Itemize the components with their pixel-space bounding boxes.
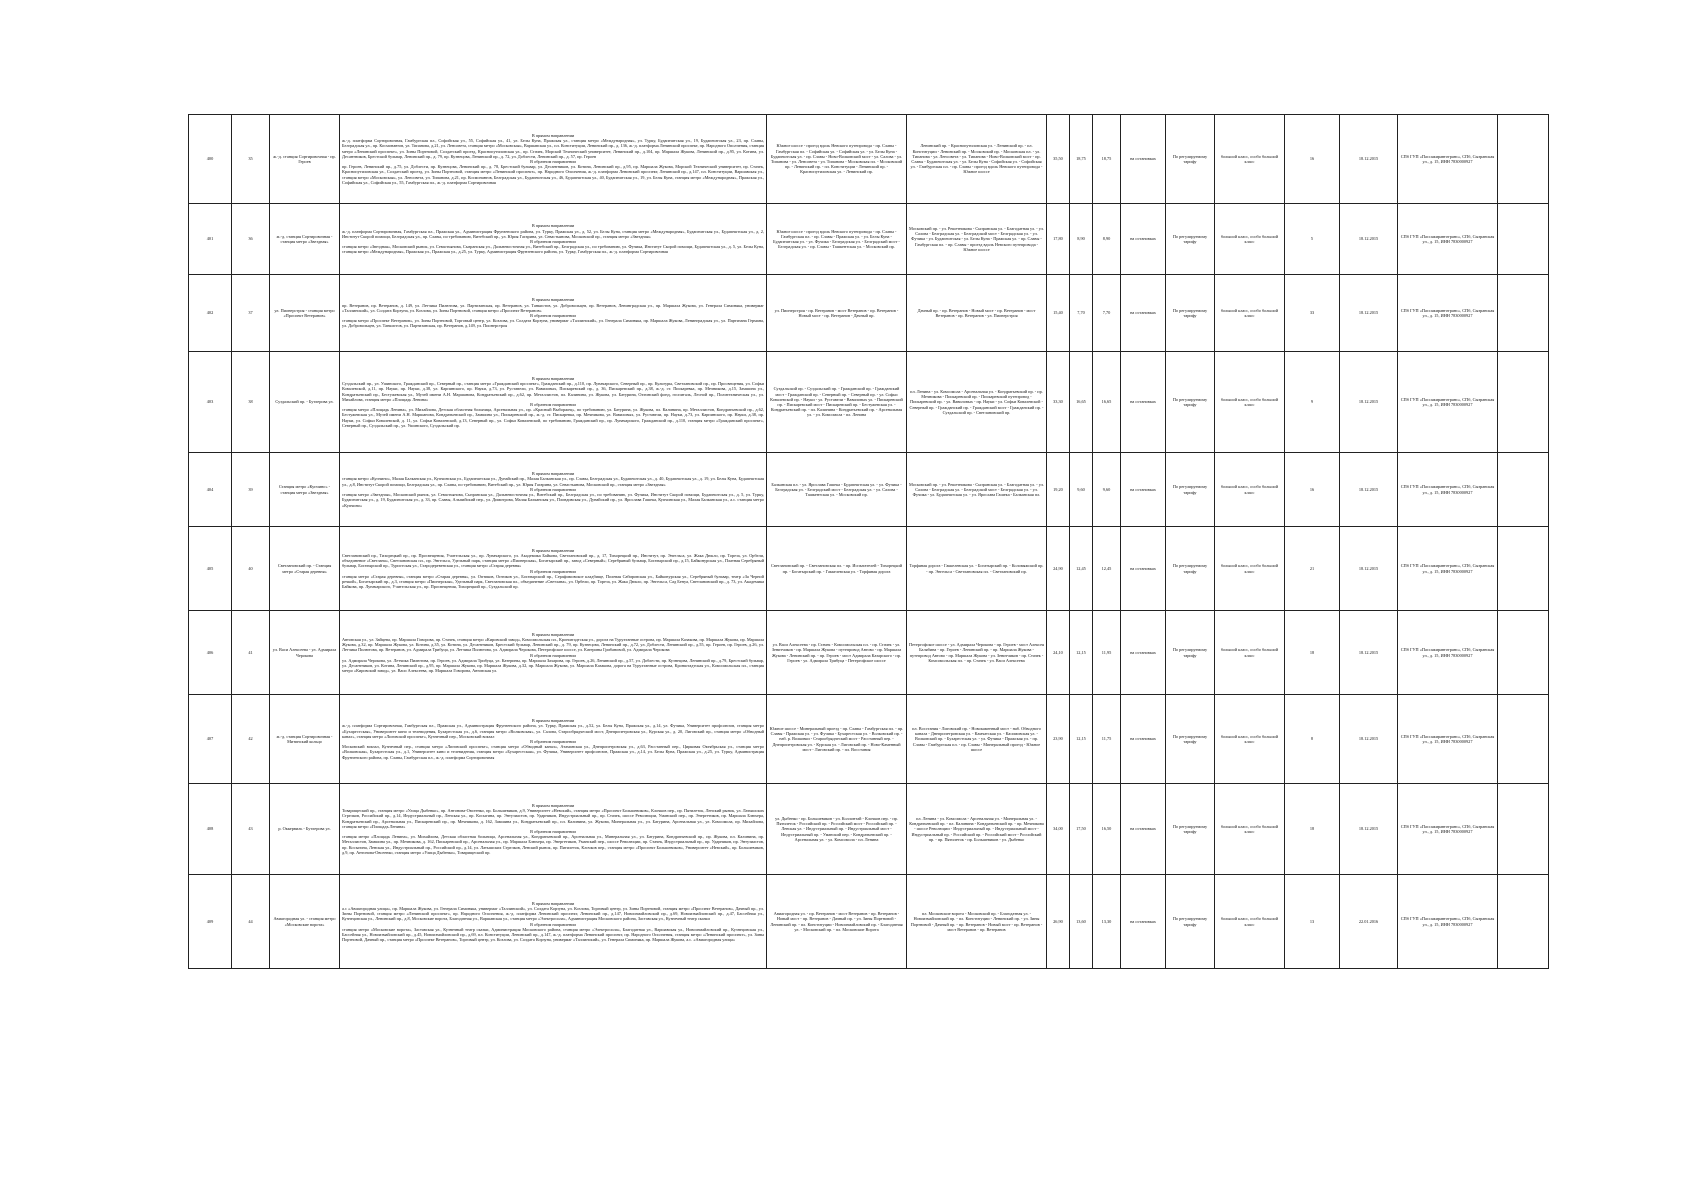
backward-label: В обратном направлении: [530, 921, 576, 927]
forward-stops: ж.-д. платформа Сортировочная, Гамбургская пл., Пражская ул., Администрация Фрунзенского района, ул. Турку, Пражская ул., д. 52, ул. Белы Куна, станция метро «Международная», Будапештская ул., Будапештская ул., д. 2, Институт Скорой помощи, Белградская ул., пр. Славы, по требованию, Витебский пр., ул. Юрия Гагарина, ул. Севастьянова, Московский пр., станция метро «Звездная»: [342, 228, 764, 239]
length-total-cell: 17,80: [1047, 204, 1070, 275]
stop-mode-cell: на остановках: [1121, 611, 1166, 695]
start-date-cell: 22.01.2016: [1340, 875, 1398, 969]
tariff-cell: По регулируемому тарифу: [1166, 875, 1215, 969]
empty-cell: [1498, 875, 1549, 969]
length-backward-cell: 11,75: [1093, 695, 1121, 784]
forward-label: В прямом направлении: [531, 132, 575, 138]
forward-label: В прямом направлении: [531, 547, 575, 553]
carrier-cell: СПб ГУП «Пассажиравтотранс», СПб, Сызранская ул., д. 15, ИНН 7830000927: [1398, 453, 1498, 527]
vehicle-count-cell: 5: [1285, 204, 1340, 275]
table-row: [189, 784, 1549, 875]
path-forward-cell: Южное шоссе - проезд вдоль Невского путепровода - пр. Славы - Гамбургская пл. - Софийская ул. - Софийская ул. - ул. Белы Куна - Будапештская ул. - пр. Славы - Ново-Волковский мост - ул. Салова - ул. Типанова - ул. Ленсовета - ул. Типанова - Московская пл. - Московский пр. - Ленинский пр. - пл. Конституции - Ленинский пр. - Краснопутиловская ул. - Ленинский пр.: [767, 115, 907, 204]
vehicle-count-cell: 21: [1285, 527, 1340, 611]
route-name-cell: Авиагородная ул. - станция метро «Московские ворота»: [270, 875, 340, 969]
length-forward-cell: 17,50: [1070, 784, 1093, 875]
path-forward-cell: Южное шоссе - проезд вдоль Невского путепровода - пр. Славы - Гамбургская пл. - пр. Славы - Пражская ул. - ул. Белы Куна - Будапештская ул. - ул. Фучика - Белградская ул. - Белградский мост - Белградская ул. - пр. Славы - Ташкентская ул. - Московский пр.: [767, 204, 907, 275]
carrier-cell: СПб ГУП «Пассажиравтотранс», СПб, Сызранская ул., д. 15, ИНН 7830000927: [1398, 695, 1498, 784]
backward-stops: станция метро «Старая деревня», станция метро «Старая деревня», ул. Оптиков, Оптиков ул., Богатырский пр., Серафимовское кладбище, Полевая Сабировская ул., Байконурская ул., Серебряный бульвар, театр «За Черной речкой», Богатырский пр., д.3, станция метро «Пионерская», Удельный парк, Светлановская пл., объединение «Светлана», ул. Орбели, пр. Тореза, ул. Жака Дюкло, пр. Энгельса, Сад Бенуа, Светлановский пр., д. 73, ул. Академика Байкова, пр. Луначарского, Учительская ул., пр. Просвещения, Тихорецкий пр., Суздальский пр.: [342, 573, 764, 590]
backward-label: В обратном направлении: [530, 568, 576, 574]
empty-cell: [1498, 352, 1549, 453]
empty-cell: [1498, 204, 1549, 275]
length-forward-cell: 8,90: [1070, 204, 1093, 275]
path-forward-cell: Суздальский пр. - Суздальский пр. - Гражданский пр. - Гражданский мост - Гражданский пр. - Северный пр. - Северный пр. - ул. Софьи Ковалевской пр. - Науки - ул. Руставели - Вавиловых ул. - Пискаревский пр. - Пискаревский мост - Пискаревский пр. - Бестужевская ул. - Кондратьевский пр. - пл. Калинина - Кондратьевский пр. - Арсенальная ул. - ул. Комсомола - пл. Ленина: [767, 352, 907, 453]
route-number-cell: 39: [232, 453, 270, 527]
route-number-cell: 40: [232, 527, 270, 611]
stops-cell: [340, 875, 767, 969]
start-date-cell: 18.12.2015: [1340, 204, 1398, 275]
vehicle-count-cell: 16: [1285, 115, 1340, 204]
path-backward-cell: пл. Ленина - ул. Комсомола - Арсенальная ул. - Минеральная ул. - Кондратьевский пр. - пл. Калинина - Кондратьевский пр. - пр. Мечникова - шоссе Революции - Индустриальный пр. - Индустриальный мост - Индустриальный пр. - Российский пр. - Российский мост - Российский пр. - пр. Пятилеток - пр. Большевиков - ул. Дыбенко: [907, 784, 1047, 875]
bus-class-cell: большой класс, особо большой класс: [1215, 275, 1285, 352]
backward-label: В обратном направлении: [530, 739, 576, 744]
forward-label: В прямом направлении: [531, 375, 575, 381]
path-backward-cell: Московский пр. - ул. Решетникова - Сызранская ул. - Благодатная ул. - ул. Салова - Белградская ул. - Белградский мост - Белградская ул. - ул. Фучика - ул. Будапештская - ул. Белы Куна - Пражская ул. - пр. Славы - Гамбургская пл. - пр. Славы - проезд вдоль Невского путепровода - Южное шоссе: [907, 204, 1047, 275]
stop-mode-cell: на остановках: [1121, 784, 1166, 875]
route-name-cell: ж.-д. станция Сортировочная - Митинский кольцо: [270, 695, 340, 784]
start-date-cell: 18.12.2015: [1340, 453, 1398, 527]
length-backward-cell: 12,45: [1093, 527, 1121, 611]
length-forward-cell: 12,15: [1070, 695, 1093, 784]
backward-label: В обратном направлении: [530, 313, 576, 318]
route-name-cell: ж.-д. станция Сортировочная - пр. Героев: [270, 115, 340, 204]
forward-stops: пр. Ветеранов, пр. Ветеранов, д. 149, ул. Летчика Пилютова, ул. Партизанская, пр. Ветеранов, ул. Танкистов, ул. Добровольцев, пр. Ветеранов, Ленинградская ул., пр. Маршала Жукова, ул. Генерала Симоняка, универмаг «Таллинский», ул. Солдата Корзуна, ул. Козлова, ул. Зины Портновой, станция метро «Проспект Ветеранов»: [342, 302, 764, 313]
tariff-cell: По регулируемому тарифу: [1166, 695, 1215, 784]
stop-mode-cell: на остановках: [1121, 352, 1166, 453]
registry-number-cell: 402: [189, 275, 232, 352]
backward-stops: станция метро «Площадь Ленина», ул. Михайлова, Детская областная больница, Арсенальная ул., пр. «Красный Выборжец», по требованию, ул. Батурина, ул. Жукова, пл. Калинина, пр. Металлистов, Кондратьевский пр., д.62, Бестужевская ул., Музей имени А.Н. Маршанова, Кондратьевский пр., Замшина ул., Пискаревский пр., ж.-д. ст. Пискаревка, пр. Мечникова, ул. Вавиловых, ул. Руставели, пр. Науки, д.73, ул. Карпинского, пр. Науки, д.38, пр. Науки, ул. Софьи Ковалевской, д. 11, ул. Софьи Ковалевской, д.13, Северный пр., ул. Софьи Ковалевской, по требованию, Гражданский пр., пр. Луначарского, Гражданский пр., д.110, станция метро «Гражданский проспект», Северный пр., Суздальский пр., ул. Ушинского, Суздальский пр.: [342, 407, 764, 428]
forward-label: В прямом направлении: [531, 223, 575, 229]
length-total-cell: 15,40: [1047, 275, 1070, 352]
length-backward-cell: 11,95: [1093, 611, 1121, 695]
backward-stops: станция метро «Площадь Ленина», ул. Михайлова, Детская областная больница, Арсенальная ул., Кондратьевский пр., Арсенальная ул., Минеральная ул., ул. Батурина, Кондратьевский пр., пр. Жукова, пл. Калинина, пр. Металлистов, Замшина ул., пр. Мечникова, д. 162, Пискаревский пр., Арсенальная ул., пр. Маршала Блюхера, пр. Энергетиков, Уманский пер., шоссе Революции, пр. Стачек, Индустриальный пр., пр. Ударников, пр. Энтузиастов, пр. Косыгина, Ленская ул., Индустриальный пр., Российский пр., д.14, ул. Латышских Стрелков, Ленский рынок, пр. Пятилеток, Клочков пер., станция метро «Проспект Большевиков», Университет «Невский», пр. Большевиков, д.9, пр. Антонова-Овсеенко, станция метро «Улица Дыбенко», Товарищеский пр.: [342, 834, 764, 855]
forward-stops: Товарищеский пр., станция метро «Улица Дыбенко», пр. Антонова-Овсеенко, пр. Большевиков, д.9, Университет «Невский», станция метро «Проспект Большевиков», Клочков пер., пр. Пятилеток, Ленский рынок, ул. Латышских Стрелков, Российский пр., д.14, Индустриальный пр., Ленская ул., пр. Косыгина, пр. Энтузиастов, пр. Ударников, Индустриальный пр., пр. Стачек, шоссе Революции, Уманский пер., пр. Энергетиков, пр. Маршала Блюхера, Кондратьевский пр., Арсенальная ул., Пискаревский пр., пр. Мечникова, д. 162, Замшина ул., Кондратьевский пр., пл. Калинина, ул. Жукова, Минеральная ул., ул. Батурина, Арсенальная ул., ул. Комсомола, пр. Михайлова, станция метро «Площадь Ленина»: [342, 808, 764, 829]
backward-stops: станция метро «Проспект Ветеранов», ул. Зины Портновой, Торговый центр, ул. Козлова, ул. Солдата Корзуна, универмаг «Таллинский», ул. Генерала Симоняка, пр. Маршала Жукова, Ленинградская ул., ул. Партизана Германа, ул. Добровольцев, ул. Танкистов, ул. Партизанская, пр. Ветеранов, д.149, ул. Пионерстроя: [342, 318, 764, 329]
table-row: [189, 352, 1549, 453]
vehicle-count-cell: 16: [1285, 453, 1340, 527]
tariff-cell: По регулируемому тарифу: [1166, 611, 1215, 695]
length-backward-cell: 13,30: [1093, 875, 1121, 969]
carrier-cell: СПб ГУП «Пассажиравтотранс», СПб, Сызранская ул., д. 15, ИНН 7830000927: [1398, 875, 1498, 969]
backward-label: В обратном направлении: [530, 829, 576, 834]
tariff-cell: По регулируемому тарифу: [1166, 784, 1215, 875]
route-name-cell: Светлановский пр. - Станция метро «Старая деревня»: [270, 527, 340, 611]
carrier-cell: СПб ГУП «Пассажиравтотранс», СПб, Сызранская ул., д. 15, ИНН 7830000927: [1398, 204, 1498, 275]
stops-cell: [340, 611, 767, 695]
bus-class-cell: большой класс, особо большой класс: [1215, 115, 1285, 204]
forward-label: В прямом направлении: [531, 900, 575, 906]
length-total-cell: 23,90: [1047, 695, 1070, 784]
bus-class-cell: большой класс, особо большой класс: [1215, 611, 1285, 695]
path-backward-cell: Торфяная дорога - Гаккелевская ул. - Богатырский пр. - Коломяжский пр. - пр. Энгельса - Светлановская пл. - Светлановский пр.: [907, 527, 1047, 611]
backward-stops: станция метро «Московские ворота», Заставская ул., Кузнечный театр сказки, Администрация Московского района, станция метро «Электросила», Благодатная ул., Варшавская ул., Новоизмайловский пр., Кузнецовская ул., Бассейная ул., Новоизмайловский пр., д.45, Новоизмайловский пр., д.69, пл. Конституции, Ленинский пр., д.147, ж.-д. платформа Ленинский проспект, пр. Народного Ополчения, станция метро «Ленинский проспект», ул. Зины Портновой, Дачный пр., станция метро «Проспект Ветеранов», Торговый центр, ул. Козлова, ул. Солдата Корзуна, универмаг «Таллинский», ул. Генерала Симоняка, пр. Маршала Жукова, а.с. «Авиагородная улица»: [342, 926, 764, 943]
vehicle-count-cell: 18: [1285, 784, 1340, 875]
length-backward-cell: 16,50: [1093, 784, 1121, 875]
bus-class-cell: большой класс, особо большой класс: [1215, 527, 1285, 611]
backward-label: В обратном направлении: [530, 239, 576, 244]
route-number-cell: 41: [232, 611, 270, 695]
stops-cell: [340, 115, 767, 204]
forward-stops: ж.-д. платформа Сортировочная, Гамбургская пл., Софийская ул., 55, Софийская ул., 41, ул. Белы Куна, Пражская ул., станция метро «Международная», ул. Турку, Будапештская ул., 19, Будапештская ул., 23, пр. Славы, Белградская ул., пр. Космонавтов, ул. Типанова, д.21, ул. Ленсовета, станция метро «Московская», Варшавская ул., пл. Конституции, Ленинский пр., д. 136, ж.-д. платформа Ленинский проспект, пр. Народного Ополчения, станция метро «Ленинский проспект», ул. Зины Портновой, Солдатский проезд, Краснопутиловская ул., пр. Стачек, Морской Технический университет, Ленинский пр., д.104, пр. Маршала Жукова, Ленинский пр., д.95, ул. Котина, ул. Десантников, Брестский бульвар, Ленинский пр., д. 79, пр. Кузнецова, Ленинский пр., д. 72, ул. Доблести, Ленинский пр., д. 57, пр. Героев: [342, 138, 764, 159]
backward-label: В обратном направлении: [530, 486, 576, 492]
forward-stops: Автовская ул., ул. Зайцева, пр. Маршала Говорова, пр. Стачек, станция метро «Кировский завод», Комсомольская пл., Кронштадтская ул., дорога на Турухтанные острова, пр. Маршала Казакова, пр. Маршала Жукова, пр. Маршала Жукова, д.32, пр. Маршала Жукова, ул. Котина, д.35, ул. Котина, ул. Десантников, Брестский бульвар, Ленинский пр., д. 79, пр. Кузнецова, Ленинский пр., д.72, ул. Доблести, Ленинский пр., д.55, пр. Героев, пр. Героев, д.26, ул. Летчика Пилютова, пр. Ветеранов, ул. Адмирала Трибуца, ул. Летчика Пилютова, ул. Адмирала Черокова, Петергофское шоссе, ул. Катерины Грибановой, ул. Адмирала Черокова: [342, 636, 764, 653]
length-total-cell: 35,50: [1047, 115, 1070, 204]
start-date-cell: 18.12.2015: [1340, 695, 1398, 784]
length-forward-cell: 7,70: [1070, 275, 1093, 352]
length-total-cell: 26,90: [1047, 875, 1070, 969]
forward-stops: а.с «Авиагородная улица», пр. Маршала Жукова, ул. Генерала Симоняка, универмаг «Таллинский», ул. Солдата Корзуна, ул. Козлова, Торговый центр, ул. Зины Портновой, станция метро «Проспект Ветеранов», Дачный пр., ул. Зины Портновой, станция метро «Ленинский проспект», пр. Народного Ополчения, ж.-д. платформа Ленинский проспект, Ленинский пр., д.147, Новоизмайловский пр., д.69, Новоизмайловский пр., д.47, Бассейная ул., Кузнецовская ул., Ленинский пр., д.8, Московские ворота, Благодатная ул., Варшавская ул., станция метро «Электросила», Администрация Московского района, Заставская ул., Кузнечный театр сказки: [342, 905, 764, 922]
registry-number-cell: 409: [189, 875, 232, 969]
bus-class-cell: большой класс, особо большой класс: [1215, 784, 1285, 875]
forward-stops: ж.-д. платформа Сортировочная, Гамбургская пл., Пражская ул., Администрация Фрунзенского района, ул. Турку, Пражская ул., д.52, ул. Белы Куна, Пражская ул., д.14, ул. Фучика, Университет профсоюзов, станция метро «Бухарестская», Университет кино и телевидения, Бухарестская ул., д.6, станция метро «Волковская», ул. Салова, Старообрядческий мост, Днепропетровская ул., Курская ул., д. 20, Лиговский пр., станция метро «Обводный канал», станция метро «Лиговский проспект», Кузнечный пер., Московский вокзал: [342, 723, 764, 739]
route-number-cell: 36: [232, 204, 270, 275]
empty-cell: [1498, 453, 1549, 527]
table-row: [189, 453, 1549, 527]
backward-label: В обратном направлении: [530, 652, 576, 658]
length-total-cell: 19,20: [1047, 453, 1070, 527]
carrier-cell: СПб ГУП «Пассажиравтотранс», СПб, Сызранская ул., д. 15, ИНН 7830000927: [1398, 352, 1498, 453]
length-backward-cell: 8,90: [1093, 204, 1121, 275]
route-number-cell: 38: [232, 352, 270, 453]
tariff-cell: По регулируемому тарифу: [1166, 204, 1215, 275]
stop-mode-cell: на остановках: [1121, 875, 1166, 969]
length-forward-cell: 12,15: [1070, 611, 1093, 695]
bus-class-cell: большой класс, особо большой класс: [1215, 453, 1285, 527]
route-number-cell: 44: [232, 875, 270, 969]
table-row: [189, 204, 1549, 275]
empty-cell: [1498, 115, 1549, 204]
forward-label: В прямом направлении: [531, 718, 575, 724]
empty-cell: [1498, 527, 1549, 611]
path-forward-cell: Авиагородная ул. - пр. Ветеранов - мост Ветеранов - пр. Ветеранов - Новый мост - пр. Ветеранов - Дачный пр. - ул. Зины Портновой - Ленинский пр. - пл. Конституции - Новоизмайловский пр. - Благодатная ул. - Московский пр. - пл. Московские Ворота: [767, 875, 907, 969]
stop-mode-cell: на остановках: [1121, 453, 1166, 527]
path-forward-cell: ул. Дыбенко - пр. Большевиков - ул. Коллонтай - Клочков пер. - пр. Пятилеток - Российский пр. - Российский мост - Российский пр. - Ленская ул. - Индустриальный пр. - Индустриальный мост - Индустриальный пр. - Уманский пер. - Кондратьевский пр. - Арсенальная ул. - ул. Комсомола - пл. Ленина: [767, 784, 907, 875]
backward-stops: ул. Адмирала Черокова, ул. Летчика Пилютова, пр. Героев, ул. Адмирала Трибуца, ул. Катерины, пр. Маршала Захарова, пр. Героев, д.26, Ленинский пр., д.57, ул. Доблести, пр. Кузнецова, Ленинский пр., д.79, Брестский бульвар, ул. Десантников, ул. Котина, Ленинский пр., д.95, пр. Маршала Жукова, пр. Маршала Жукова, д.32, пр. Маршала Жукова, ул. Маршала Казакова, дорога на Турухтанные острова, Кронштадтская ул., Комсомольская пл., станция метро «Кировский завод», ул. Васи Алексеева, пр. Маршала Говорова, Автовская ул.: [342, 657, 764, 674]
stops-cell: [340, 527, 767, 611]
route-name-cell: Станция метро «Купчино» - станция метро «Звездная»: [270, 453, 340, 527]
route-number-cell: 42: [232, 695, 270, 784]
vehicle-count-cell: 33: [1285, 275, 1340, 352]
path-forward-cell: Светлановский пр. - Светлановская пл. - пр. Испытателей - Тихорецкий пр. - Богатырский пр. - Гаккелевская ул. - Торфяная дорога: [767, 527, 907, 611]
stops-cell: [340, 204, 767, 275]
empty-cell: [1498, 784, 1549, 875]
vehicle-count-cell: 9: [1285, 352, 1340, 453]
forward-label: В прямом направлении: [531, 631, 575, 637]
routes-register-table: [188, 114, 1549, 969]
stop-mode-cell: на остановках: [1121, 275, 1166, 352]
stop-mode-cell: на остановках: [1121, 527, 1166, 611]
path-forward-cell: Южное шоссе - Минеральный проезд - пр. Славы - Гамбургская пл. - пр. Славы - Пражская ул. - ул. Фучика - Бухарестская ул. - Волковский пр. - наб. р. Волковки - Старообрядческий мост - Расстанный пер. - Днепропетровская ул. - Курская ул. - Лиговский пр. - Ново-Каменный мост - Лиговский пр. - пл. Восстания: [767, 695, 907, 784]
route-name-cell: Суздальский пр. - Бутлерова ул.: [270, 352, 340, 453]
table-row: [189, 527, 1549, 611]
registry-number-cell: 405: [189, 527, 232, 611]
table-row: [189, 275, 1549, 352]
path-backward-cell: пл. Ленина - ул. Комсомола - Арсенальная ул. - Кондратьевский пр. - пр. Мечникова - Пискаревский пр. - Пискаревский путепровод - Пискаревский пр. - ул. Вавиловых - пр. Науки - ул. Софьи Ковалевской - Северный пр. - Гражданский пр. - Гражданский мост - Гражданский пр. - Суздальский пр. - Светлановский пр.: [907, 352, 1047, 453]
start-date-cell: 18.12.2015: [1340, 611, 1398, 695]
length-forward-cell: 13,60: [1070, 875, 1093, 969]
table-row: [189, 875, 1549, 969]
registry-number-cell: 401: [189, 204, 232, 275]
bus-class-cell: большой класс, особо большой класс: [1215, 875, 1285, 969]
length-forward-cell: 12,45: [1070, 527, 1093, 611]
length-forward-cell: 18,75: [1070, 115, 1093, 204]
start-date-cell: 18.12.2015: [1340, 275, 1398, 352]
tariff-cell: По регулируемому тарифу: [1166, 453, 1215, 527]
length-backward-cell: 9,60: [1093, 453, 1121, 527]
empty-cell: [1498, 611, 1549, 695]
stop-mode-cell: на остановках: [1121, 204, 1166, 275]
stop-mode-cell: на остановках: [1121, 695, 1166, 784]
backward-stops: станция метро «Звездная», Московский рынок, ул. Севастьянова, Сызранская ул., Дальневосточная ул., Витебский пр., Белградская ул., по требованию, ул. Фучика, Институт Скорой помощи, Будапештская ул., д. 5, ул. Турку, Будапештская ул., д. 19, Будапештская ул., д. 33, пр. Славы, Альпийский пер., ул. Димитрова, Малая Балканская ул., Пловдивская ул., Дунайский пр., ул. Ярослава Гашека, Купчинская ул., Малая Балканская ул., а.с. станция метро «Купчино»: [342, 492, 764, 508]
carrier-cell: СПб ГУП «Пассажиравтотранс», СПб, Сызранская ул., д. 15, ИНН 7830000927: [1398, 611, 1498, 695]
table-row: [189, 695, 1549, 784]
route-name-cell: ул. Пионерстроя - станция метро «Проспект Ветеранов»: [270, 275, 340, 352]
stops-cell: [340, 784, 767, 875]
carrier-cell: СПб ГУП «Пассажиравтотранс», СПб, Сызранская ул., д. 15, ИНН 7830000927: [1398, 275, 1498, 352]
vehicle-count-cell: 18: [1285, 611, 1340, 695]
route-name-cell: ул. Васи Алексеева - ул. Адмирала Черокова: [270, 611, 340, 695]
tariff-cell: По регулируемому тарифу: [1166, 115, 1215, 204]
path-backward-cell: Петергофское шоссе - ул. Адмирала Черокова - пр. Героев - мост Алексея Балябина - пр. Героев - Ленинский пр. - пр. Маршала Жукова - путепровод Автово - пр. Маршала Жукова - ул. Зенитчиков - пр. Стачек - Комсомольская пл. - пр. Стачек - ул. Васи Алексеева: [907, 611, 1047, 695]
carrier-cell: СПб ГУП «Пассажиравтотранс», СПб, Сызранская ул., д. 15, ИНН 7830000927: [1398, 784, 1498, 875]
length-total-cell: 33,30: [1047, 352, 1070, 453]
route-number-cell: 43: [232, 784, 270, 875]
registry-number-cell: 406: [189, 611, 232, 695]
empty-cell: [1498, 275, 1549, 352]
route-name-cell: ж.-д. станция Сортировочная - станция метро «Звездная»: [270, 204, 340, 275]
route-number-cell: 35: [232, 115, 270, 204]
empty-cell: [1498, 695, 1549, 784]
length-backward-cell: 7,70: [1093, 275, 1121, 352]
path-forward-cell: ул. Пионерстроя - пр. Ветеранов - мост Ветеранов - пр. Ветеранов - Новый мост - пр. Ветеранов - Дачный пр.: [767, 275, 907, 352]
backward-label: В обратном направлении: [530, 159, 576, 164]
registry-number-cell: 407: [189, 695, 232, 784]
backward-stops: Московский вокзал, Кузнечный пер., станция метро «Лиговский проспект», станция метро «Обводный канал», Атаманская ул., Днепропетровская ул., д.63, Расстанный пер., Цирковая Октябрьская ул., станция метро «Волковская», Бухарестская ул., д.1, Университет кино и телевидения, станция метро «Бухарестская», ул. Фучика, Университет профсоюзов, Пражская ул., д.14, ул. Белы Куна, Пражская ул., д.25, ул. Турку, Администрация Фрунзенского района, пр. Славы, Гамбургская пл., ж.-д. платформа Сортировочная: [342, 744, 764, 760]
forward-label: В прямом направлении: [531, 471, 575, 477]
start-date-cell: 18.12.2015: [1340, 115, 1398, 204]
registry-number-cell: 403: [189, 352, 232, 453]
forward-stops: Светлановский пр., Тихорецкий пр., пр. Просвещения, Учительская ул., пр. Луначарского, ул. Академика Байкова, Светлановский пр., д. 17, Тихорецкий пр., Институт, пр. Энгельса, ул. Жака Дюкло, пр. Тореза, ул. Орбели, объединение «Светлана», Светлановская пл., пр. Энгельса, Удельный парк, станция метро «Пионерская», Богатырский пр., завод «Северный»; Серебряный бульвар, Богатырский пр., д.15, Байконурская ул., Платная Серебряный бульвар, Богатырский пр., Туристская ул., Стародеревенская ул., станция метро «Старая деревня»: [342, 552, 764, 569]
tariff-cell: По регулируемому тарифу: [1166, 275, 1215, 352]
path-forward-cell: Балканская пл. - ул. Ярослава Гашека - Будапештская ул. - ул. Фучика - Белградская ул. - Белградский мост - Белградская ул. - ул. Салова - Ташкентская ул. - Московский пр.: [767, 453, 907, 527]
bus-class-cell: большой класс, особо большой класс: [1215, 352, 1285, 453]
registry-number-cell: 408: [189, 784, 232, 875]
path-forward-cell: ул. Васи Алексеева - пр. Стачек - Комсомольская пл. - пр. Стачек - ул. Зенитчиков - пр. Маршала Жукова - путепровод Автово - пр. Маршала Жукова - Ленинский пр. - пр. Героев - мост Адмирала Казарского - пр. Героев - ул. Адмирала Трибуца - Петергофское шоссе: [767, 611, 907, 695]
stops-cell: [340, 453, 767, 527]
length-total-cell: 24,10: [1047, 611, 1070, 695]
backward-label: В обратном направлении: [530, 402, 576, 407]
route-name-cell: р. Оккервиль - Бутлерова ул.: [270, 784, 340, 875]
route-number-cell: 37: [232, 275, 270, 352]
tariff-cell: По регулируемому тарифу: [1166, 527, 1215, 611]
path-backward-cell: Дачный пр. - пр. Ветеранов - Новый мост - пр. Ветеранов - мост Ветеранов - пр. Ветеранов - ул. Пионерстроя: [907, 275, 1047, 352]
path-backward-cell: пл. Восстания - Лиговский пр. - Новокаменный мост - наб. Обводного канала - Днепропетровская ул. - Камчатская ул. - Касимовская ул. - Волковский пр. - Бухарестская ул. - ул. Фучика - Пражская ул. - пр. Славы - Гамбургская пл. - пр. Славы - Минеральный проезд - Южное шоссе: [907, 695, 1047, 784]
start-date-cell: 18.12.2015: [1340, 784, 1398, 875]
stops-cell: [340, 352, 767, 453]
table-row: [189, 611, 1549, 695]
start-date-cell: 18.12.2015: [1340, 352, 1398, 453]
carrier-cell: СПб ГУП «Пассажиравтотранс», СПб, Сызранская ул., д. 15, ИНН 7830000927: [1398, 527, 1498, 611]
length-total-cell: 24,90: [1047, 527, 1070, 611]
forward-stops: Суздальский пр., ул. Ушинского, Гражданский пр., Северный пр., станция метро «Гражданский проспект», Гражданский пр., д.110, пр. Луначарского, Северный пр., пр. Культуры, Светлановский пр., пр. Просвещения, ул. Софьи Ковалевской, д.11, пр. Науки, пр. Науки, д.38, ул. Карпинского, пр. Науки, д.73, ул. Руставели, ул. Вавиловых, Пискаревский пр., д. 36, Пискаревский пр., д.38, ж.-д. ст. Пискаревка, пр. Мечникова, д.15, Замшина ул., Кондратьевский пр., Бестужевская ул., Музей имени А.Н. Маршанова, Кондратьевский пр., д.62, пр. Металлистов, пл. Калинина, ул. Жукова, ул. Батурина, Охтинский фонд, госпиталь, Лесной пр., Политехническая ул., ул. Михайлова, станция метро «Площадь Ленина»: [342, 381, 764, 402]
stop-mode-cell: на остановках: [1121, 115, 1166, 204]
table-row: [189, 115, 1549, 204]
vehicle-count-cell: 13: [1285, 875, 1340, 969]
bus-class-cell: большой класс, особо большой класс: [1215, 204, 1285, 275]
stops-cell: [340, 275, 767, 352]
vehicle-count-cell: 8: [1285, 695, 1340, 784]
backward-stops: пр. Героев, Ленинский пр., д.75, ул. Доблести, пр. Кузнецова, Ленинский пр., д. 78, Брестский бульвар, ул. Десантников, ул. Котина, Ленинский пр., д.95, пр. Маршала Жукова, Морской Технический университет, пр. Стачек, Краснопутиловская ул., Солдатский проезд, ул. Зины Портновой, станция метро «Ленинский проспект», пр. Народного Ополчения, ж.-д. платформа Ленинский проспект, Ленинский пр., д.147, пл. Конституции, Варшавская ул., станция метро «Московская», ул. Ленсовета, ул. Типанова, д.21, пр. Космонавтов, Белградская ул., Будапештская ул., 46, Будапештская ул., 40, Будапештская ул., 19, ул. Белы Куна, станция метро «Международная», Пражская ул., Софийская ул., Софийская ул., 55, Гамбургская пл., ж.-д. платформа Сортировочная: [342, 164, 764, 185]
stops-cell: [340, 695, 767, 784]
carrier-cell: СПб ГУП «Пассажиравтотранс», СПб, Сызранская ул., д. 15, ИНН 7830000927: [1398, 115, 1498, 204]
registry-number-cell: 404: [189, 453, 232, 527]
bus-class-cell: большой класс, особо большой класс: [1215, 695, 1285, 784]
path-backward-cell: Московский пр. - ул. Решетникова - Сызранская ул. - Благодатная ул. - ул. Салова - Белградская ул. - Белградский мост - Белградская ул. - ул. Фучика - ул. Будапештская ул. - ул. Ярослава Гашека - Балканская пл.: [907, 453, 1047, 527]
path-backward-cell: пл. Московские ворота - Московский пр. - Благодатная ул. - Новоизмайловский пр. - пл. Конституции - Ленинский пр. - ул. Зины Портновой - Дачный пр. - пр. Ветеранов - Новый мост - пр. Ветеранов - мост Ветеранов - пр. Ветеранов: [907, 875, 1047, 969]
forward-label: В прямом направлении: [531, 802, 575, 808]
tariff-cell: По регулируемому тарифу: [1166, 352, 1215, 453]
length-backward-cell: 16,65: [1093, 352, 1121, 453]
forward-label: В прямом направлении: [531, 297, 575, 303]
length-forward-cell: 9,60: [1070, 453, 1093, 527]
registry-number-cell: 400: [189, 115, 232, 204]
path-backward-cell: Ленинский пр. - Краснопутиловская ул. - Ленинский пр. - пл. Конституции - Ленинский пр. - Московский пр. - Московская пл. - ул. Типанова - ул. Ленсовета - ул. Типанова - Ново-Волковский мост - пр. Славы - Будапештская ул. - ул. Белы Куна - Софийская ул. - Софийская ул. - Гамбургская пл. - пр. Славы - проезд вдоль Невского путепровода - Южное шоссе: [907, 115, 1047, 204]
forward-stops: станция метро «Купчино», Малая Балканская ул., Купчинская ул., Будапештская ул., Дунайский пр., Малая Балканская ул., пр. Славы, Белградская ул., Будапештская ул., д. 40, Будапештская ул., д. 19, ул. Белы Куна, Будапештская ул., д.8, Институт Скорой помощи, Белградская ул., пр. Славы, по требованию, Витебский пр., ул. Юрия Гагарина, ул. Севастьянова, Московский пр., станция метро «Звездная»: [342, 476, 764, 487]
length-forward-cell: 16,65: [1070, 352, 1093, 453]
backward-stops: станция метро «Звездная», Московский рынок, ул. Севастьянова, Сызранская ул., Дальневосточная ул., Витебский пр., Белградская ул., по требованию, ул. Фучика, Институт Скорой помощи, Будапештская ул., д. 5, ул. Белы Куна, станция метро «Международная», Пражская ул., Пражская ул., д.25, ул. Турку, Администрация Фрунзенского района, ул. Турку, Гамбургская пл., ж.-д. платформа Сортировочная: [342, 244, 764, 255]
length-total-cell: 34,00: [1047, 784, 1070, 875]
start-date-cell: 18.12.2015: [1340, 527, 1398, 611]
length-backward-cell: 18,75: [1093, 115, 1121, 204]
